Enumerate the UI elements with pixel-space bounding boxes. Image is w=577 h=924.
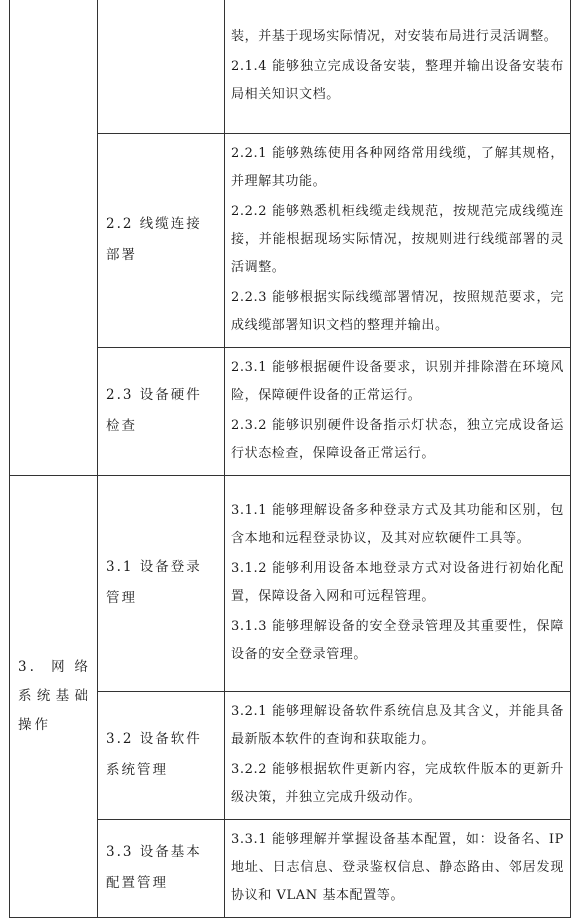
criteria-item: 3.2.1 能够理解设备软件系统信息及其含义，并能具备最新版本软件的查询和获取能力。 (231, 704, 564, 747)
sub-competency-label: 2.2 线缆连接部署 (106, 216, 202, 263)
criteria-item: 2.2.2 能够熟悉机柜线缆走线规范，按规范完成线缆连接，并能根据现场实际情况，按规则进行线缆部署的灵活调整。 (231, 204, 564, 275)
table-row (10, 0, 571, 133)
criteria-cell (225, 133, 571, 347)
sub-competency-label: 3.2 设备软件系统管理 (106, 731, 202, 778)
competency-title: 3. 网络系统基础操作 (18, 658, 91, 733)
criteria-item: 3.3.1 能够理解并掌握设备基本配置，如：设备名、IP 地址、日志信息、登录鉴权信息、静态路由、邻居发现协议和 VLAN 基本配置等。 (231, 832, 564, 903)
criteria-cell (225, 819, 571, 917)
table-row (10, 475, 571, 691)
level2-cell (98, 347, 225, 475)
level2-cell (98, 133, 225, 347)
sub-competency-label: 3.1 设备登录管理 (106, 559, 202, 606)
criteria-item: 3.2.2 能够根据软件更新内容，完成软件版本的更新升级决策，并独立完成升级动作。 (231, 762, 564, 805)
criteria-item: 2.3.2 能够识别硬件设备指示灯状态，独立完成设备运行状态检查，保障设备正常运行。 (231, 418, 564, 461)
criteria-item: 2.2.3 能够根据实际线缆部署情况，按照规范要求，完成线缆部署知识文档的整理并输出。 (231, 290, 564, 333)
criteria-item: 装，并基于现场实际情况，对安装布局进行灵活调整。 (231, 29, 558, 45)
sub-competency-label: 3.3 设备基本配置管理 (106, 844, 202, 891)
criteria-cell (225, 0, 571, 133)
sub-competency-label: 2.3 设备硬件检查 (106, 387, 202, 434)
criteria-item: 3.1.1 能够理解设备多种登录方式及其功能和区别，包含本地和远程登录协议，及其对应软硬件工具等。 (231, 503, 564, 546)
level2-cell (98, 475, 225, 691)
criteria-item: 3.1.2 能够利用设备本地登录方式对设备进行初始化配置，保障设备入网和可远程管理。 (231, 561, 564, 604)
level2-cell-continued (98, 0, 225, 133)
criteria-cell (225, 347, 571, 475)
competency-table (9, 0, 571, 918)
criteria-cell (225, 475, 571, 691)
criteria-item: 2.2.1 能够熟练使用各种网络常用线缆，了解其规格，并理解其功能。 (231, 146, 564, 189)
level1-cell (10, 475, 98, 917)
criteria-item: 3.1.3 能够理解设备的安全登录管理及其重要性，保障设备的安全登录管理。 (231, 619, 564, 662)
level1-cell-continued (10, 0, 98, 475)
criteria-item: 2.1.4 能够独立完成设备安装，整理并输出设备安装布局相关知识文档。 (231, 59, 564, 103)
criteria-cell (225, 691, 571, 819)
level2-cell (98, 691, 225, 819)
level2-cell (98, 819, 225, 917)
criteria-item: 2.3.1 能够根据硬件设备要求，识别并排除潜在环境风险，保障硬件设备的正常运行。 (231, 360, 564, 403)
